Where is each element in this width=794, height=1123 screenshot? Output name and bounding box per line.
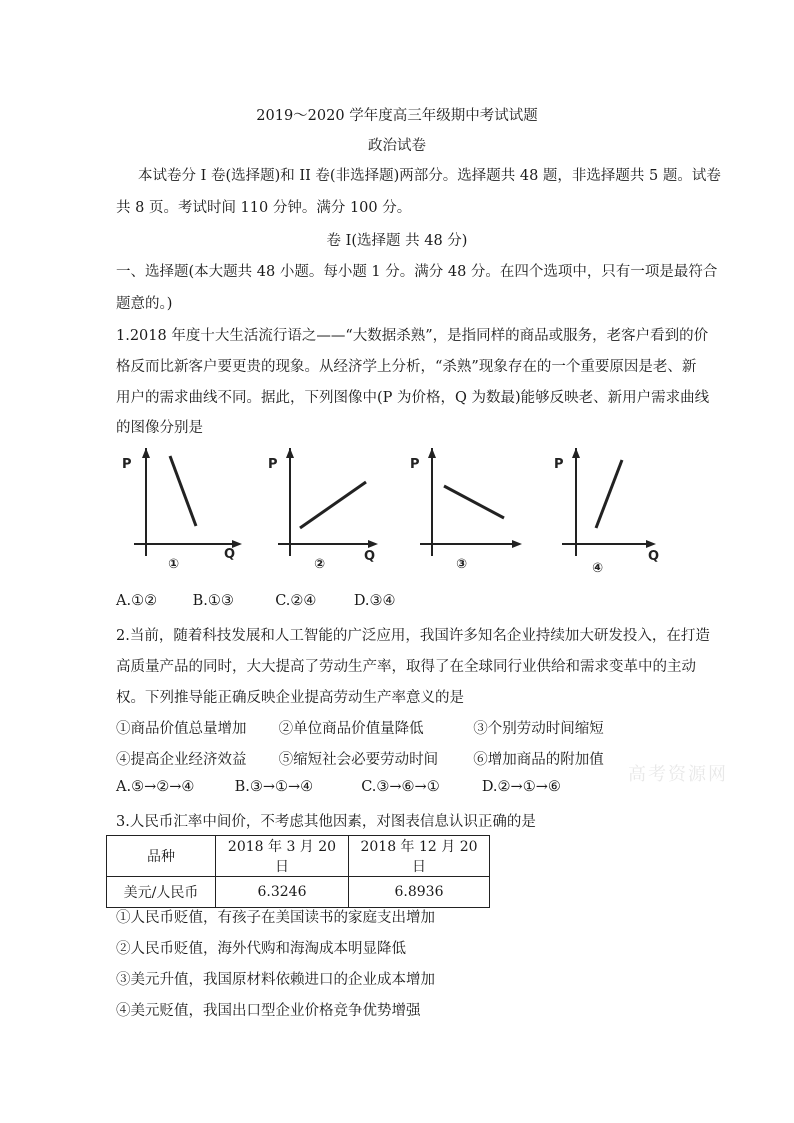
q3-item-3: ③美元升值，我国原材料依赖进口的企业成本增加 <box>116 972 435 988</box>
q2-item-5: ⑤缩短社会必要劳动时间 <box>278 752 439 768</box>
table-cell: 6.3246 <box>216 877 349 908</box>
q1-option-a: A.①② <box>116 593 158 609</box>
q2-option-a: A.⑤→②→④ <box>116 779 195 795</box>
q2-option-c: C.③→⑥→① <box>361 779 440 795</box>
watermark: 高考资源网 <box>628 764 728 785</box>
q2-line-2: 高质量产品的同时，大大提高了劳动生产率，取得了在全球同行业供给和需求变革中的主动 <box>116 659 696 675</box>
graph-4-number: ④ <box>592 561 604 576</box>
graph-4-p-label: P <box>554 457 564 472</box>
q1-option-b: B.①③ <box>192 593 234 609</box>
q2-option-d: D.②→①→⑥ <box>481 779 561 795</box>
graph-4-demand-curve <box>596 460 622 528</box>
graph-1-demand-curve <box>170 456 196 526</box>
graph-3-demand-curve <box>444 486 504 518</box>
graph-3-number: ③ <box>456 557 468 572</box>
exam-subtitle: 政治试卷 <box>368 138 426 154</box>
demand-graph-1 <box>114 448 264 588</box>
q2-items-row-1 <box>116 717 604 738</box>
q2-options <box>116 779 561 795</box>
table-header-cell: 品种 <box>107 836 216 877</box>
q2-line-1: 2.当前，随着科技发展和人工智能的广泛应用，我国许多知名企业持续加大研发投入，在打造 <box>116 628 710 644</box>
q1-line-4: 的图像分别是 <box>116 420 203 436</box>
table-header-cell: 2018 年 3 月 20 日 <box>216 836 349 877</box>
q3-item-2: ②人民币贬值，海外代购和海淘成本明显降低 <box>116 941 406 957</box>
graph-2-q-label: Q <box>364 549 376 564</box>
intro-line-1: 本试卷分 I 卷(选择题)和 II 卷(非选择题)两部分。选择题共 48 题，非选择题共 5 题。试卷 <box>138 168 721 184</box>
q1-line-2: 格反而比新客户要更贵的现象。从经济学上分析，“杀熟”现象存在的一个重要原因是老、新 <box>116 359 697 375</box>
demand-graph-4 <box>546 448 696 588</box>
table-cell: 美元/人民币 <box>107 877 216 908</box>
graph-4-q-label: Q <box>648 549 660 564</box>
q3-item-4: ④美元贬值，我国出口型企业价格竞争优势增强 <box>116 1003 421 1019</box>
q1-option-d: D.③④ <box>353 593 396 609</box>
graph-1-number: ① <box>168 557 180 572</box>
demand-graph-3 <box>406 448 556 588</box>
table-row <box>107 877 490 908</box>
q2-item-4: ④提高企业经济效益 <box>116 752 247 768</box>
q1-line-3: 用户的需求曲线不同。据此，下列图像中(P 为价格，Q 为数最)能够反映老、新用户需求曲线 <box>116 390 710 406</box>
graph-1-q-label: Q <box>224 547 236 562</box>
q1-line-1: 1.2018 年度十大生活流行语之——“大数据杀熟”，是指同样的商品或服务，老客户看到的价 <box>116 328 709 344</box>
q2-item-6: ⑥增加商品的附加值 <box>473 752 604 768</box>
exam-title: 2019～2020 学年度高三年级期中考试试题 <box>256 108 538 124</box>
table-header-row <box>107 836 490 877</box>
graph-2-p-label: P <box>268 457 278 472</box>
graph-1-p-label: P <box>122 457 132 472</box>
q1-options <box>116 593 396 609</box>
intro-line-2: 共 8 页。考试时间 110 分钟。满分 100 分。 <box>116 200 412 216</box>
q1-option-c: C.②④ <box>275 593 317 609</box>
q2-item-1: ①商品价值总量增加 <box>116 721 247 737</box>
graph-2-demand-curve <box>300 482 366 528</box>
instruction-line-2: 题意的。) <box>116 296 173 312</box>
q3-line-1: 3.人民币汇率中间价，不考虑其他因素，对图表信息认识正确的是 <box>116 814 536 830</box>
instruction-line-1: 一、选择题(本大题共 48 小题。每小题 1 分。满分 48 分。在四个选项中，只有一项是最符合 <box>116 264 718 280</box>
q2-item-2: ②单位商品价值量降低 <box>278 721 424 737</box>
graph-2-number: ② <box>314 557 326 572</box>
q2-items-row-2 <box>116 748 604 769</box>
q3-item-1: ①人民币贬值，有孩子在美国读书的家庭支出增加 <box>116 910 435 926</box>
demand-graph-2 <box>262 448 412 588</box>
q2-line-3: 权。下列推导能正确反映企业提高劳动生产率意义的是 <box>116 690 464 706</box>
q2-item-3: ③个别劳动时间缩短 <box>473 721 604 737</box>
table-header-cell: 2018 年 12 月 20 日 <box>349 836 490 877</box>
graph-3-p-label: P <box>410 457 420 472</box>
q2-option-b: B.③→①→④ <box>234 779 314 795</box>
exchange-rate-table <box>106 835 490 908</box>
table-cell: 6.8936 <box>349 877 490 908</box>
section-title: 卷 I(选择题 共 48 分) <box>326 233 468 249</box>
